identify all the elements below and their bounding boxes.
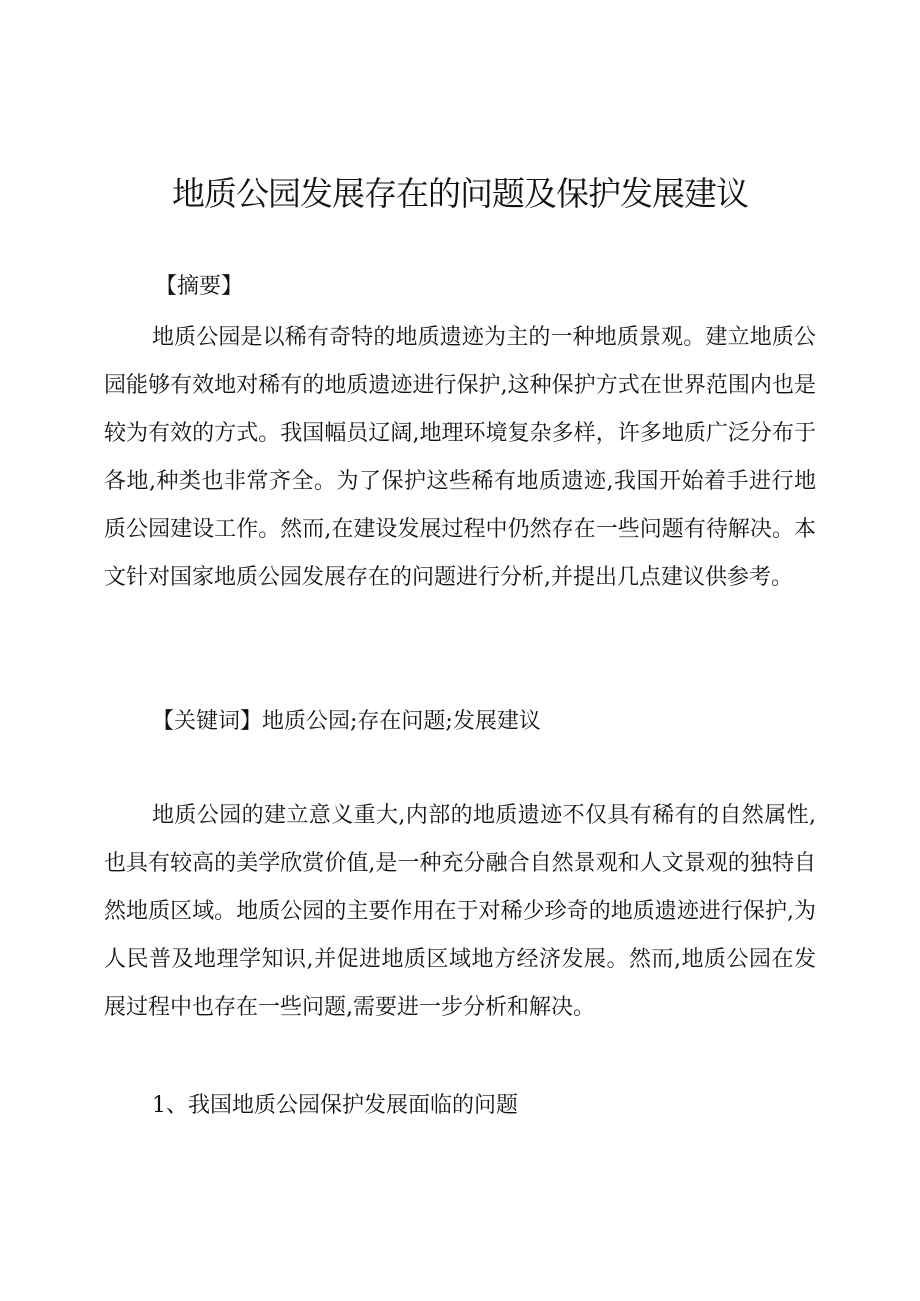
section-1-heading: 1、我国地质公园保护发展面临的问题 (152, 1093, 518, 1118)
abstract-paragraph: 地质公园是以稀有奇特的地质遗迹为主的一种地质景观。建立地质公园能够有效地对稀有的地质遗迹进行保护,这种保护方式在世界范围内也是较为有效的方式。我国幅员辽阔,地理环境复杂多样，许多地质广泛分布于各地,种类也非常齐全。为了保护这些稀有地质遗迹,我国开始着手进行地质公园建设工作。然而,在建设发展过程中仍然存在一些问题有待解决。本文针对国家地质公园发展存在的问题进行分析,并提出几点建议供参考。 (104, 325, 816, 590)
intro-paragraph: 地质公园的建立意义重大,内部的地质遗迹不仅具有稀有的自然属性,也具有较高的美学欣赏价值,是一种充分融合自然景观和人文景观的独特自然地质区域。地质公园的主要作用在于对稀少珍奇的地质遗迹进行保护,为人民普及地理学知识,并促进地质区域地方经济发展。然而,地质公园在发展过程中也存在一些问题,需要进一步分析和解决。 (104, 803, 816, 1020)
keywords-line: 【关键词】地质公园;存在问题;发展建议 (152, 709, 541, 734)
abstract-heading: 【摘要】 (155, 274, 244, 299)
document-title: 地质公园发展存在的问题及保护发展建议 (172, 174, 748, 213)
